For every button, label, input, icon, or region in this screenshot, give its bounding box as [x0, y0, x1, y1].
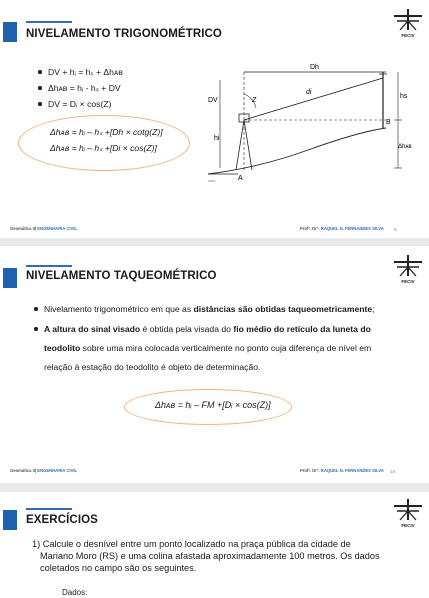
logo-label: FECIV: [401, 279, 415, 284]
slide-trigonometric-leveling: [0, 0, 429, 238]
slide-exercises: [0, 492, 429, 598]
label-dh: Dh: [310, 64, 319, 71]
bullet-continuation: teodolito sobre uma mira colocada verticalmente no ponto cuja diferença de nível em: [44, 343, 372, 353]
exercise-line: Mariano Moro (RS) e uma colina afastada aproximadamente 100 metros. Os dados: [40, 551, 380, 561]
footer-course: Geomática II| ENGENHARIA CIVIL: [10, 468, 78, 473]
trig-leveling-diagram: [198, 58, 418, 188]
title-rule: [26, 21, 72, 23]
slide-accent-bar: [3, 510, 17, 530]
label-b: B: [386, 119, 391, 126]
footer-author: Profª. Drª. RAQUEL N. FERNANDES SILVA: [300, 226, 384, 231]
slide-accent-bar: [3, 22, 17, 42]
bullet-item: DV + hᵢ = hₛ + Δhᴀʙ: [38, 66, 198, 78]
exercise-line: coletados no campo são os seguintes.: [40, 563, 197, 573]
tower-icon: [392, 498, 424, 522]
logo-label: FECIV: [401, 33, 415, 38]
bullet-item: DV = Dᵢ × cos(Z): [38, 98, 198, 110]
formula-cotg: Δhᴀʙ = hᵢ – hₛ +[Dh × cotg(Z)]: [50, 127, 163, 137]
title-rule: [26, 508, 72, 510]
feciv-logo: [392, 8, 424, 38]
data-heading: Dados:: [62, 588, 88, 597]
title-rule: [26, 265, 72, 267]
slide-title: NIVELAMENTO TRIGONOMÉTRICO: [26, 28, 222, 40]
slide-title: NIVELAMENTO TAQUEOMÉTRICO: [26, 270, 217, 282]
page-number: 10: [390, 469, 396, 474]
label-hs: hs: [400, 93, 408, 100]
bullet-item: Δhᴀʙ = hᵢ - hₛ + DV: [38, 82, 198, 94]
formula-cos: Δhᴀʙ = hᵢ – hₛ +[Di × cos(Z)]: [50, 143, 157, 153]
tower-icon: [392, 254, 424, 278]
tower-icon: [392, 8, 424, 32]
label-a: A: [238, 175, 243, 182]
slide-accent-bar: [3, 268, 17, 288]
slide-tacheometric-leveling: [0, 246, 429, 483]
label-dhab: Δhᴀʙ: [398, 144, 412, 150]
feciv-logo: [392, 254, 424, 284]
label-z: Z: [252, 97, 257, 104]
exercise-line: 1) Calcule o desnível entre um ponto localizado na praça pública da cidade de: [32, 539, 351, 549]
label-dv: DV: [208, 97, 218, 104]
slide-title: EXERCÍCIOS: [26, 514, 98, 526]
logo-label: FECIV: [401, 523, 415, 528]
label-di: di: [306, 89, 312, 96]
feciv-logo: [392, 498, 424, 528]
label-ground: solo: [208, 178, 216, 183]
bullet-item: A altura do sinal visado é obtida pela visada do fio médio do retículo da luneta do: [34, 323, 414, 335]
page-number: 9: [394, 227, 397, 232]
bullet-item: Nivelamento trigonométrico em que as distâncias são obtidas taqueometricamente;: [34, 303, 414, 315]
footer-course: Geomática II| ENGENHARIA CIVIL: [10, 226, 78, 231]
label-hi: hi: [214, 135, 220, 142]
formula-tacheometric: Δhᴀʙ = hᵢ – FM +[Dᵢ × cos(Z)]: [155, 400, 271, 410]
footer-author: Profª. Drª. RAQUEL N. FERNANDES SILVA: [300, 468, 384, 473]
bullet-continuation: relação à estação do teodolito é objeto de determinação.: [44, 362, 261, 372]
